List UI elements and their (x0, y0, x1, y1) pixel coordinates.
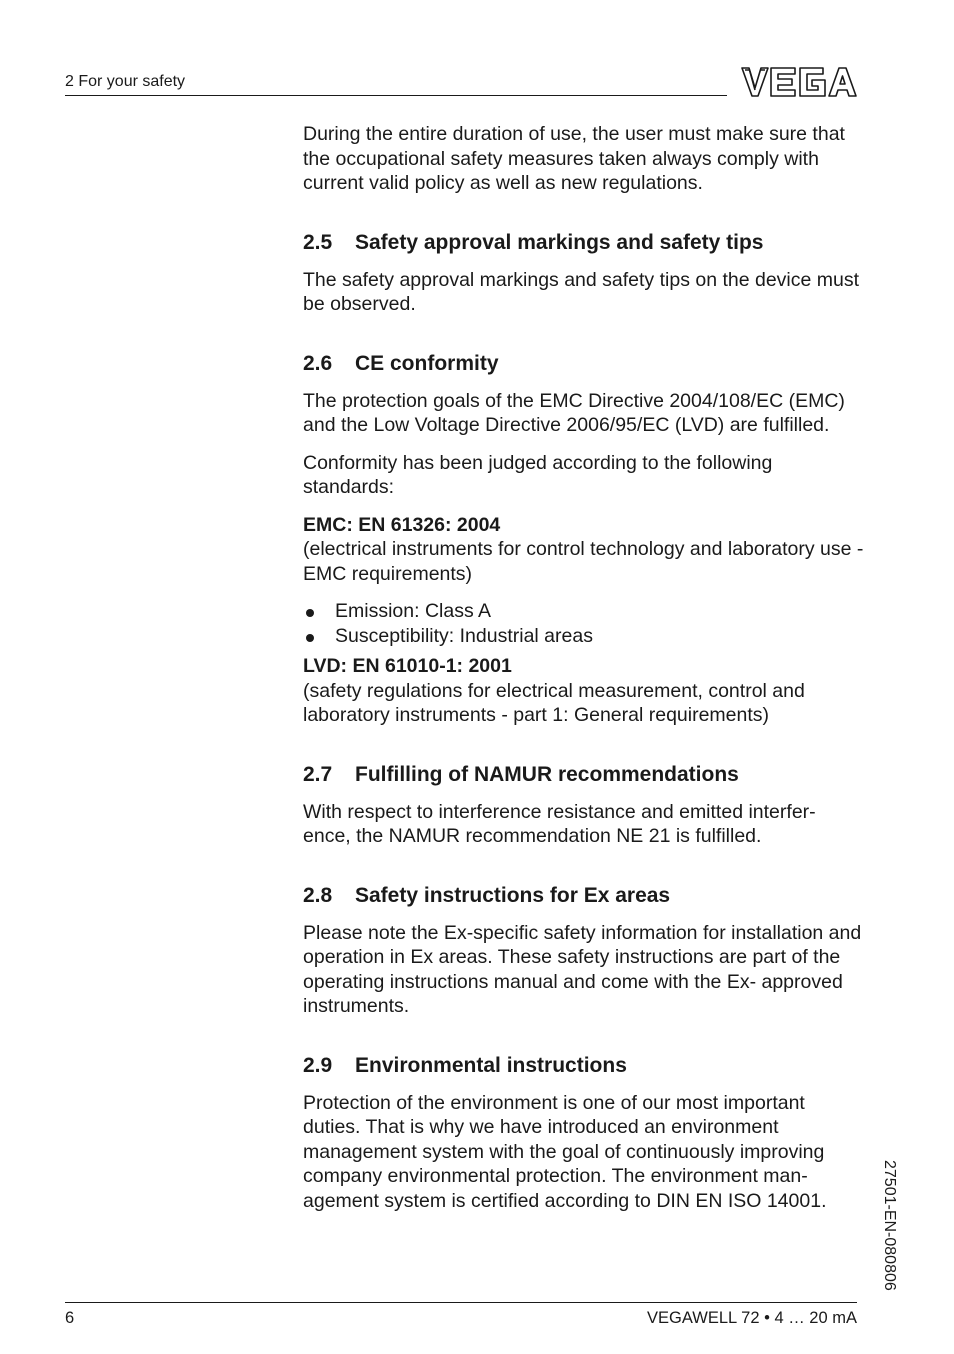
running-header: 2 For your safety (65, 73, 186, 90)
section-2-6-body-2: Conformity has been judged according to the following standards: (303, 451, 773, 498)
footer-rule (65, 1302, 857, 1303)
section-heading-2-8 (303, 883, 865, 909)
list-item (303, 599, 865, 624)
section-heading-2-9 (303, 1053, 865, 1079)
section-title: Safety instructions for Ex areas (355, 883, 671, 907)
list-item-text: Susceptibility: Industrial areas (335, 624, 593, 647)
emc-standard (303, 513, 865, 587)
vega-logo (740, 64, 858, 100)
list-item-text: Emission: Class A (335, 600, 492, 622)
intro-paragraph: During the entire duration of use, the user must make sure that the occupational safety measures taken always comply with current valid policy as well as new regulations. (303, 123, 845, 194)
lvd-standard-description: (safety regulations for electrical measurement, control and laboratory instruments - part 1: General requirements) (303, 679, 805, 726)
section-2-9-body: Protection of the environment is one of our most important duties. That is why we have introduced an environment management system with the goal of continuously improving company environmental protection. The environment man- agement system is certified according to DIN EN ISO 14001. (303, 1091, 827, 1212)
section-title: Safety approval markings and safety tips (355, 230, 764, 254)
lvd-standard-title: LVD: EN 61010-1: 2001 (303, 655, 512, 677)
section-2-5-body: The safety approval markings and safety tips on the device must be observed. (303, 268, 860, 315)
section-number: 2.9 (303, 1053, 333, 1077)
section-heading-2-5 (303, 230, 865, 256)
section-heading-2-7 (303, 762, 865, 788)
product-name: VEGAWELL 72 • 4 … 20 mA (647, 1309, 857, 1327)
bullet-icon (306, 609, 314, 617)
section-number: 2.6 (303, 351, 333, 375)
section-2-6-body-1: The protection goals of the EMC Directive 2004/108/EC (EMC) and the Low Voltage Directive 2006/95/EC (LVD) are fulfilled. (303, 389, 845, 436)
lvd-standard (303, 654, 865, 728)
bullet-icon (306, 634, 314, 642)
section-title: Environmental instructions (355, 1053, 627, 1077)
list-item (303, 624, 865, 649)
emc-list (303, 599, 865, 648)
section-number: 2.7 (303, 762, 333, 786)
page-number: 6 (65, 1309, 75, 1327)
section-2-7-body: With respect to interference resistance and emitted interfer- ence, the NAMUR recommendation NE 21 is fulfilled. (303, 800, 816, 847)
header-rule (65, 95, 727, 96)
section-heading-2-6 (303, 351, 865, 377)
section-title: CE conformity (355, 351, 499, 375)
emc-standard-title: EMC: EN 61326: 2004 (303, 513, 501, 536)
emc-standard-description: (electrical instruments for control technology and laboratory use - EMC requirements) (303, 538, 864, 585)
section-number: 2.5 (303, 230, 333, 254)
main-content (303, 122, 865, 1213)
document-number: 27501-EN-080806 (881, 1160, 898, 1291)
section-2-8-body: Please note the Ex-specific safety information for installation and operation in Ex areas. These safety instructions are part of the operating instructions manual and come with the Ex- approved instruments. (303, 921, 862, 1017)
section-number: 2.8 (303, 883, 333, 907)
section-title: Fulfilling of NAMUR recommendations (355, 762, 739, 786)
